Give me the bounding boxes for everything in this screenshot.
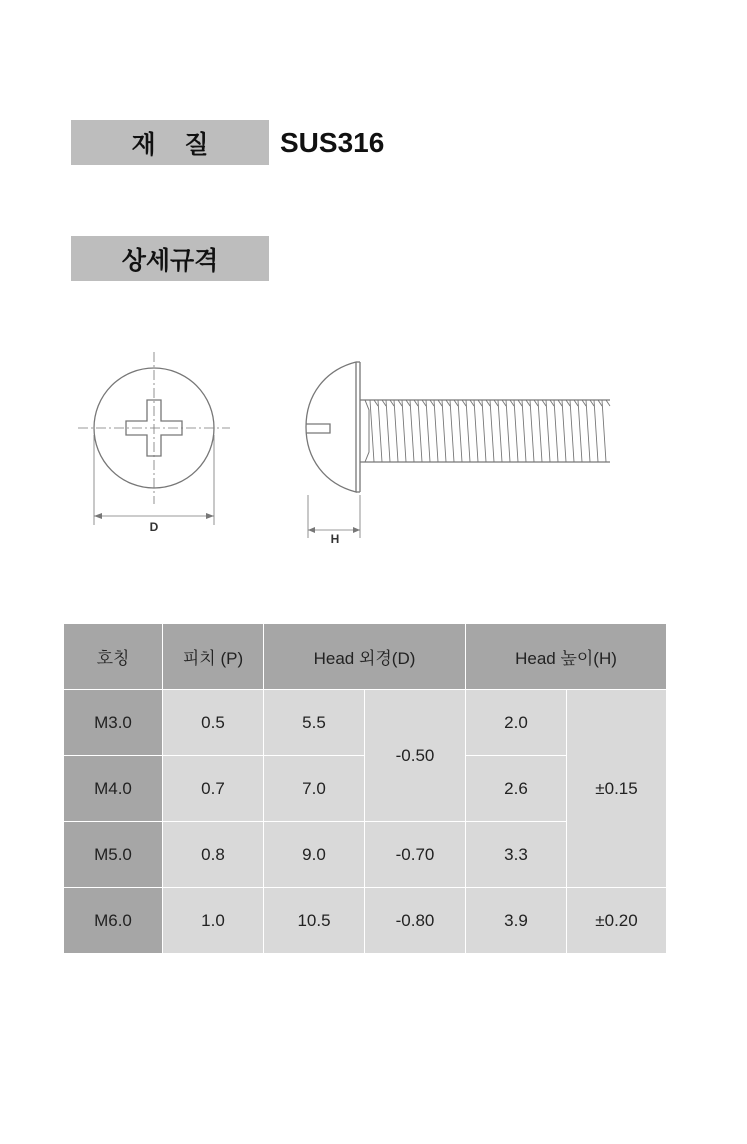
diameter-tolerance: -0.80 (365, 888, 466, 954)
row-pitch: 0.7 (163, 756, 264, 822)
row-pitch: 0.5 (163, 690, 264, 756)
row-diameter: 5.5 (264, 690, 365, 756)
diameter-tolerance: -0.70 (365, 822, 466, 888)
height-tolerance: ±0.15 (567, 690, 667, 888)
header-name: 호칭 (64, 624, 163, 690)
row-height: 2.6 (466, 756, 567, 822)
table-row (64, 690, 667, 756)
header-head-diameter: Head 외경(D) (264, 624, 466, 690)
row-pitch: 0.8 (163, 822, 264, 888)
row-diameter: 10.5 (264, 888, 365, 954)
height-dimension-label: H (330, 532, 340, 546)
side-view (306, 362, 610, 538)
row-height: 3.3 (466, 822, 567, 888)
diameter-tolerance: -0.50 (365, 690, 466, 822)
table-row (64, 888, 667, 954)
table-header-row (64, 624, 667, 690)
row-pitch: 1.0 (163, 888, 264, 954)
height-tolerance: ±0.20 (567, 888, 667, 954)
row-name: M5.0 (64, 822, 163, 888)
spec-label: 상세규격 (71, 236, 269, 281)
row-diameter: 7.0 (264, 756, 365, 822)
spec-table (63, 623, 667, 954)
front-view (78, 352, 230, 525)
material-value: SUS316 (280, 127, 385, 158)
header-pitch: 피치 (P) (163, 624, 264, 690)
row-name: M6.0 (64, 888, 163, 954)
material-label: 재 질 (71, 120, 269, 165)
row-height: 3.9 (466, 888, 567, 954)
row-name: M3.0 (64, 690, 163, 756)
header-head-height: Head 높이(H) (466, 624, 667, 690)
row-diameter: 9.0 (264, 822, 365, 888)
diameter-dimension-label: D (149, 520, 159, 534)
row-height: 2.0 (466, 690, 567, 756)
screw-drawing (70, 340, 630, 560)
row-name: M4.0 (64, 756, 163, 822)
